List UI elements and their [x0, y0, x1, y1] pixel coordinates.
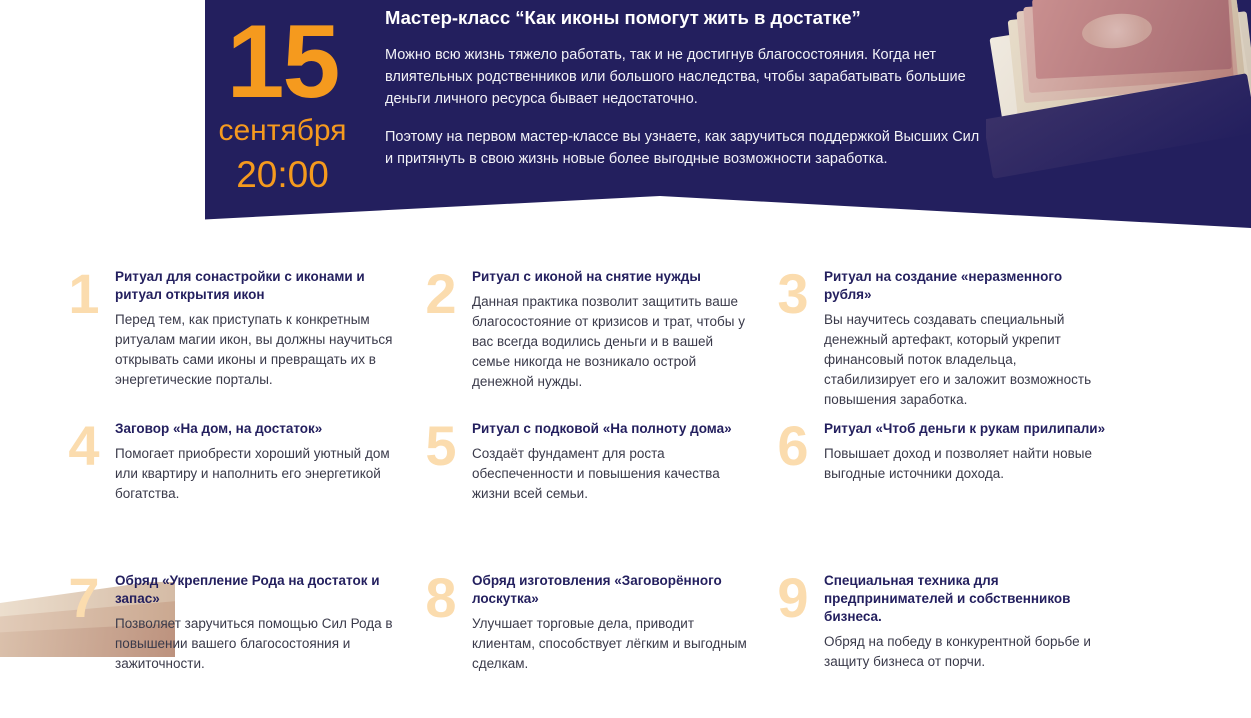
event-day: 15 — [226, 4, 339, 120]
item-description: Повышает доход и позволяет найти новые выгодные источники дохода. — [824, 446, 1092, 481]
item-number: 6 — [777, 414, 809, 477]
item-number: 5 — [425, 414, 457, 477]
list-item — [769, 414, 1129, 566]
list-item — [60, 414, 417, 566]
header-left-white-strip — [0, 0, 205, 252]
money-stack-photo — [986, 0, 1251, 182]
list-item — [417, 262, 769, 414]
item-title: Ритуал «Чтоб деньги к рукам прилипали» — [824, 421, 1106, 436]
list-item — [417, 566, 769, 718]
item-title: Обряд изготовления «Заговорённого лоскутка» — [472, 573, 722, 606]
item-description: Улучшает торговые дела, приводит клиентам, способствует лёгким и выгодным сделкам. — [472, 616, 747, 671]
item-title: Заговор «На дом, на достаток» — [115, 421, 323, 436]
header-banner — [0, 0, 1251, 252]
item-number: 1 — [68, 262, 100, 325]
item-description: Обряд на победу в конкурентной борьбе и защиту бизнеса от порчи. — [824, 634, 1091, 669]
item-number: 2 — [425, 262, 457, 325]
event-date-block — [205, 0, 360, 196]
item-title: Ритуал на создание «неразменного рубля» — [824, 269, 1063, 302]
item-description: Перед тем, как приступать к конкретным ритуалам магии икон, вы должны научиться открывать сами иконы и превращать их в энергетические порталы. — [115, 312, 393, 387]
item-description: Помогает приобрести хороший уютный дом или квартиру и наполнить его энергетикой богатства. — [115, 446, 390, 501]
event-month: сентября — [218, 114, 347, 147]
item-number: 7 — [68, 566, 100, 629]
item-title: Обряд «Укрепление Рода на достаток и запас» — [115, 573, 380, 606]
item-title: Ритуал с иконой на снятие нужды — [472, 269, 701, 284]
header-text-block — [385, 6, 985, 186]
item-number: 3 — [777, 262, 809, 325]
program-items-grid — [0, 262, 1251, 718]
item-description: Создаёт фундамент для роста обеспеченности и повышения качества жизни всей семьи. — [472, 446, 720, 501]
item-description: Позволяет заручиться помощью Сил Рода в повышении вашего благосостояния и зажиточности. — [115, 616, 393, 671]
item-number: 4 — [68, 414, 100, 477]
header-paragraph-1: Можно всю жизнь тяжело работать, так и не достигнув благосостояния. Когда нет влиятельных родственников или большого наследства, чтобы зарабатывать большие деньги личного ресурса бывает недостаточно. — [385, 47, 966, 107]
list-item — [417, 414, 769, 566]
header-paragraph-2: Поэтому на первом мастер-классе вы узнаете, как заручиться поддержкой Высших Сил и притянуть в свою жизнь новые более выгодные возможности заработка. — [385, 129, 980, 167]
list-item — [60, 262, 417, 414]
item-title: Ритуал для сонастройки с иконами и ритуал открытия икон — [115, 269, 365, 302]
item-title: Специальная техника для предпринимателей и собственников бизнеса. — [824, 573, 1071, 624]
page-title: Мастер-класс “Как иконы помогут жить в достатке” — [385, 7, 861, 28]
list-item — [769, 566, 1129, 718]
list-item — [60, 566, 417, 718]
event-time: 20:00 — [236, 154, 329, 195]
list-item — [769, 262, 1129, 414]
item-title: Ритуал с подковой «На полноту дома» — [472, 421, 732, 436]
item-description: Данная практика позволит защитить ваше благосостояние от кризисов и трат, чтобы у вас всегда водились деньги и в вашей семье никогда не возникало острой денежной нужды. — [472, 294, 745, 389]
item-number: 8 — [425, 566, 457, 629]
item-number: 9 — [777, 566, 809, 629]
item-description: Вы научитесь создавать специальный денежный артефакт, который укрепит финансовый поток владельца, стабилизирует его и заложит возможность повышения заработка. — [824, 312, 1092, 407]
